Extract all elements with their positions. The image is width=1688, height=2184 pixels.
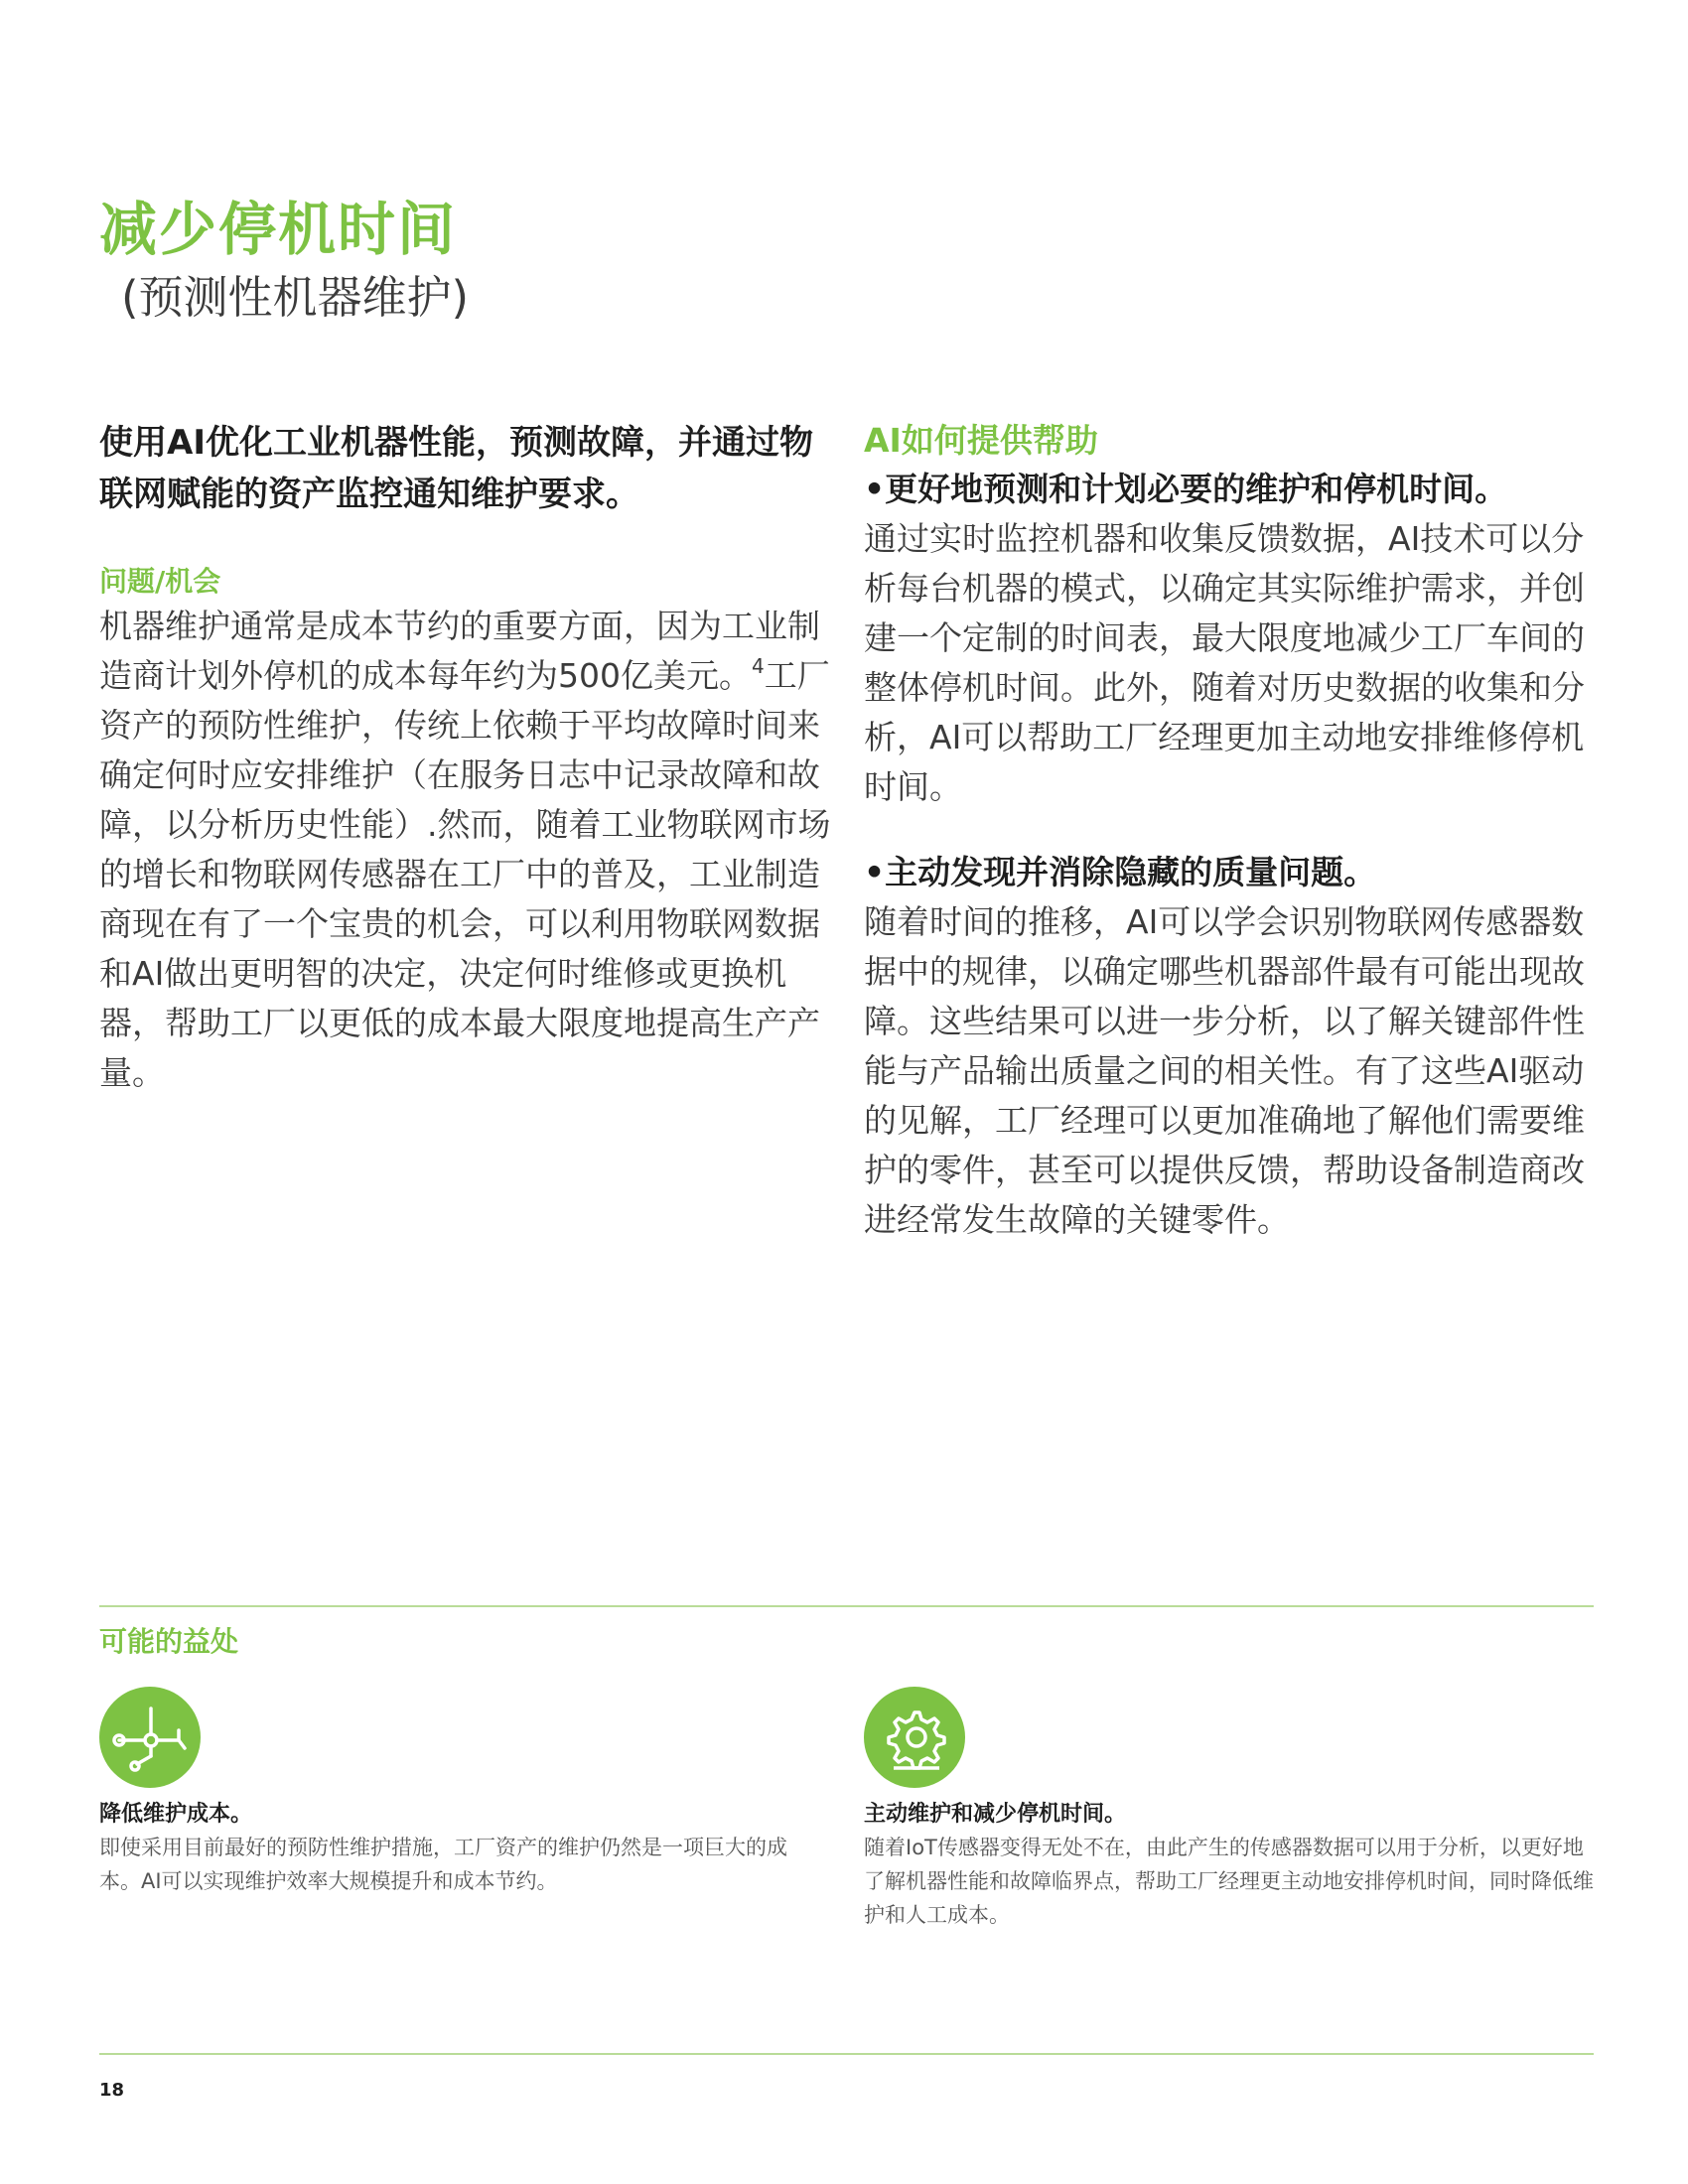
circuit-icon [99, 1687, 201, 1788]
body-part-1: 机器维护通常是成本节约的重要方面，因为工业制造商计划外停机的成本每年约为500亿美元。 [99, 607, 820, 695]
bullet-1-text: 通过实时监控机器和收集反馈数据，AI技术可以分析每台机器的模式，以确定其实际维护需求，并创建一个定制的时间表，最大限度地减少工厂车间的整体停机时间。此外，随着对历史数据的收集和分析，AI可以帮助工厂经理更加主动地安排维修停机时间。 [864, 519, 1585, 806]
benefit-1 [99, 1799, 814, 1898]
page-subtitle: (预测性机器维护) [121, 271, 470, 324]
bullet-1-title: •更好地预测和计划必要的维护和停机时间。 [864, 470, 1508, 508]
gear-icon [864, 1687, 965, 1788]
benefit-1-title: 降低维护成本。 [99, 1802, 253, 1827]
page-title: 减少停机时间 [99, 196, 458, 263]
problem-opportunity-heading: 问题/机会 [99, 565, 221, 598]
benefit-2-title: 主动维护和减少停机时间。 [864, 1802, 1127, 1827]
how-ai-helps-heading: AI如何提供帮助 [864, 421, 1098, 460]
lead-statement: 使用AI优化工业机器性能，预测故障，并通过物联网赋能的资产监控通知维护要求。 [99, 423, 813, 514]
problem-opportunity-body [99, 602, 834, 1098]
benefit-1-text: 即使采用目前最好的预防性维护措施，工厂资产的维护仍然是一项巨大的成本。AI可以实现维护效率大规模提升和成本节约。 [99, 1836, 787, 1893]
benefit-2-text: 随着IoT传感器变得无处不在，由此产生的传感器数据可以用于分析，以更好地了解机器性能和故障临界点，帮助工厂经理更主动地安排停机时间，同时降低维护和人工成本。 [864, 1836, 1594, 1927]
page-number: 18 [99, 2080, 125, 2101]
body-part-2: 工厂资产的预防性维护，传统上依赖于平均故障时间来确定何时应安排维护（在服务日志中记录故障和故障，以分析历史性能）.然而，随着工业物联网市场的增长和物联网传感器在工厂中的普及，工业制造商现在有了一个宝贵的机会，可以利用物联网数据和AI做出更明智的决定，决定何时维修或更换机器，帮助工厂以更低的成本最大限度地提高生产产量。 [99, 656, 831, 1092]
footnote-ref: 4 [752, 654, 765, 678]
divider-top [99, 1605, 1594, 1607]
left-column [99, 417, 834, 1098]
bullet-2-title: •主动发现并消除隐藏的质量问题。 [864, 853, 1377, 891]
divider-bottom [99, 2053, 1594, 2055]
right-column [864, 417, 1589, 1245]
benefit-2 [864, 1799, 1594, 1932]
benefits-heading: 可能的益处 [99, 1625, 239, 1658]
bullet-2-text: 随着时间的推移，AI可以学会识别物联网传感器数据中的规律，以确定哪些机器部件最有可能出现故障。这些结果可以进一步分析，以了解关键部件性能与产品输出质量之间的相关性。有了这些AI驱动的见解，工厂经理可以更加准确地了解他们需要维护的零件，甚至可以提供反馈，帮助设备制造商改进经常发生故障的关键零件。 [864, 902, 1585, 1239]
